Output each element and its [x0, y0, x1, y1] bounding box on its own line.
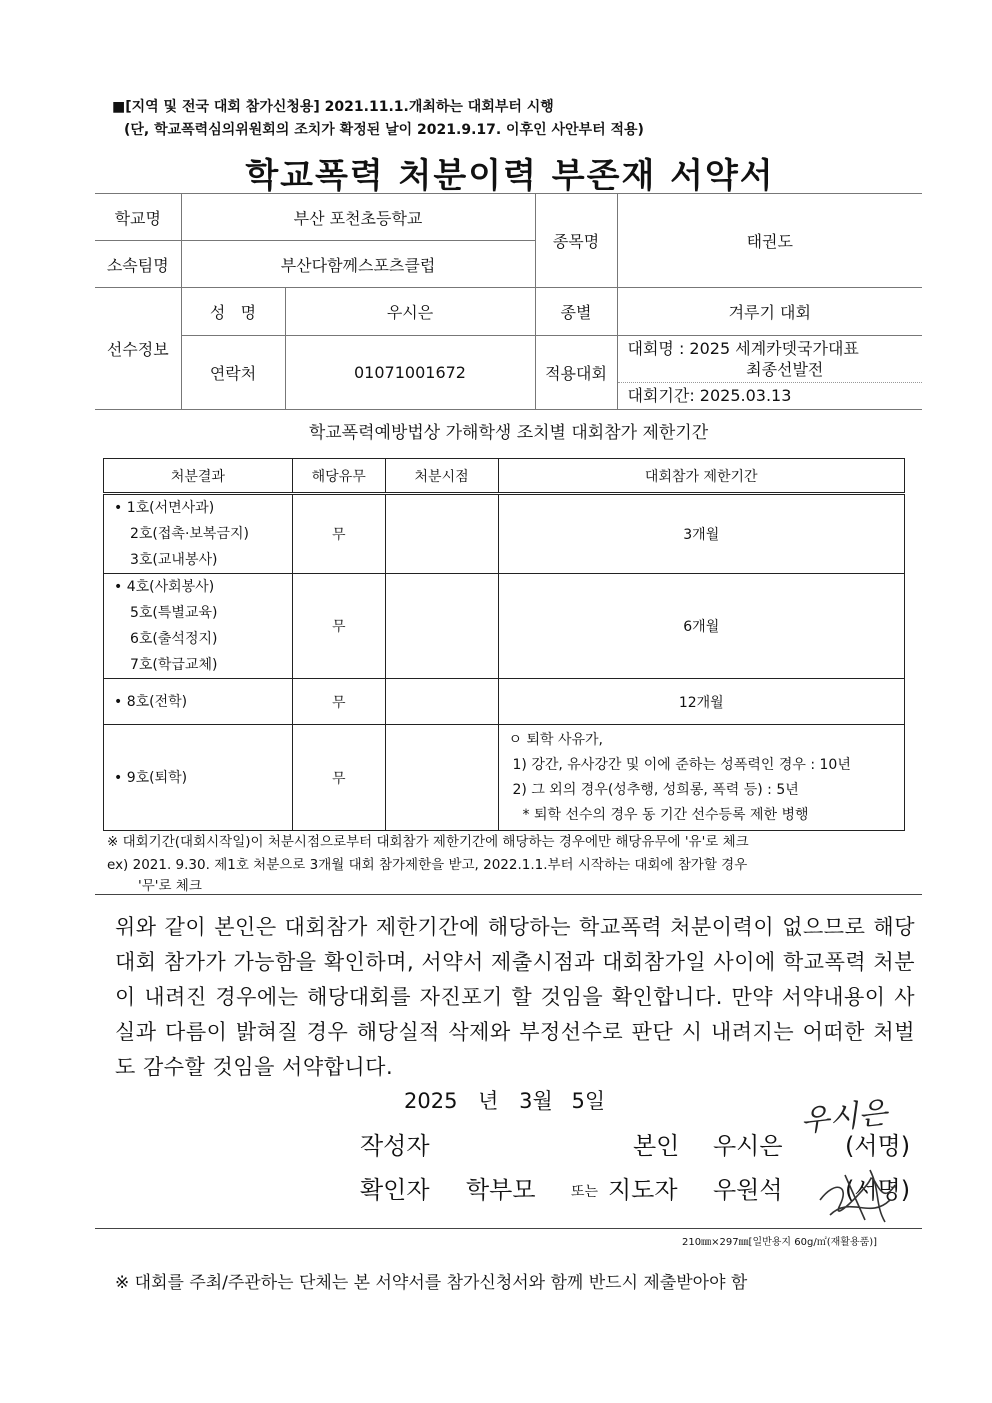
competition-period: 대회기간: 2025.03.13 — [627, 386, 792, 405]
list-item: 5호(특별교육) — [130, 605, 218, 621]
period-cell: 6개월 — [498, 574, 905, 679]
applicable-cell[interactable]: 무 — [292, 679, 385, 725]
sport-label: 종목명 — [535, 194, 617, 288]
list-item: 6호(출석정지) — [130, 631, 218, 647]
date-year: 2025 — [404, 1089, 458, 1113]
sport-value: 태권도 — [617, 194, 922, 288]
col-header-period: 대회참가 제한기간 — [498, 459, 905, 494]
list-item: • 4호(사회봉사) — [114, 579, 215, 595]
team-label: 소속팀명 — [95, 241, 181, 288]
confirmer-name: 우원석 — [713, 1176, 783, 1204]
restriction-subtitle: 학교폭력예방법상 가해학생 조치별 대회참가 제한기간 — [308, 423, 709, 443]
writer-name: 우시은 — [713, 1132, 783, 1160]
note-line-3: '무'로 체크 — [138, 878, 202, 894]
date-cell[interactable] — [385, 494, 498, 574]
player-info-label: 선수정보 — [95, 288, 181, 410]
col-header-date: 처분시점 — [385, 459, 498, 494]
pledge-text: 위와 같이 본인은 대회참가 제한기간에 해당하는 학교폭력 처분이력이 없으므로 해당 대회 참가가 가능함을 확인하며, 서약서 제출시점과 대회참가일 사이에 학교폭력 처분이 내려진 경우에는 해당대회를 자진포기 할 것임을 확인합니다. 만약 서약내용이 사실과 다름이 밝혀질 경우 해당실적 삭제와 부정선수로 판단 시 내려지는 어떠한 처벌도 감수할 것임을 서약합니다. — [115, 915, 915, 1079]
result-cell: • 9호(퇴학) — [104, 725, 293, 831]
restriction-table — [103, 458, 905, 831]
event-label: 종별 — [535, 288, 617, 336]
expulsion-rule-1: 1) 강간, 유사강간 및 이에 준하는 성폭력인 경우 : 10년 — [512, 756, 851, 773]
date-cell[interactable] — [385, 574, 498, 679]
col-header-applicable: 해당유무 — [292, 459, 385, 494]
contact-label: 연락처 — [181, 336, 285, 410]
result-cell — [104, 494, 293, 574]
period-cell: 3개월 — [498, 494, 905, 574]
date-year-unit: 년 — [478, 1089, 499, 1113]
writer-label: 작성자 — [360, 1132, 430, 1160]
divider — [95, 894, 922, 895]
info-table — [95, 193, 922, 410]
expulsion-rule-2: 2) 그 외의 경우(성추행, 성희롱, 폭력 등) : 5년 — [512, 781, 799, 798]
period-cell — [498, 725, 905, 831]
applicable-cell[interactable]: 무 — [292, 725, 385, 831]
applicable-cell[interactable]: 무 — [292, 574, 385, 679]
competition-name-line1: 대회명 : 2025 세계카뎃국가대표 — [627, 339, 859, 358]
team-value: 부산다함께스포츠클럽 — [181, 241, 535, 288]
note-line-2: ex) 2021. 9.30. 제1호 처분으로 3개월 대회 참가제한을 받고, 2022.1.1.부터 시작하는 대회에 참가할 경우 — [107, 857, 748, 873]
notice-line-1: ■[지역 및 전국 대회 참가신청용] 2021.11.1.개최하는 대회부터 시행 — [112, 99, 554, 115]
footer-note: ※ 대회를 주최/주관하는 단체는 본 서약서를 참가신청서와 함께 반드시 제출받아야 함 — [115, 1273, 748, 1293]
result-cell: • 8호(전학) — [104, 679, 293, 725]
confirmer-sign-label: (서명) — [845, 1176, 911, 1204]
divider — [95, 1228, 922, 1229]
competition-name-line2: 최종선발전 — [746, 360, 824, 379]
date-day: 5일 — [571, 1089, 606, 1113]
confirmer-scribble-signature — [810, 1160, 905, 1230]
coach-label: 지도자 — [608, 1176, 678, 1204]
table-row — [104, 679, 905, 725]
self-label: 본인 — [633, 1132, 680, 1160]
list-item: 3호(교내봉사) — [130, 552, 218, 568]
or-label: 또는 — [571, 1184, 599, 1200]
expulsion-reason-heading: ㅇ 퇴학 사유가, — [508, 731, 603, 748]
signing-date — [404, 1085, 605, 1115]
confirmer-label: 확인자 — [360, 1176, 430, 1204]
result-cell — [104, 574, 293, 679]
list-item: • 1호(서면사과) — [114, 500, 215, 516]
competition-cell — [617, 336, 922, 410]
name-label: 성 명 — [181, 288, 285, 336]
contact-value: 01071001672 — [285, 336, 535, 410]
school-label: 학교명 — [95, 194, 181, 241]
table-row — [104, 574, 905, 679]
table-row — [104, 494, 905, 574]
date-cell[interactable] — [385, 679, 498, 725]
applicable-cell[interactable]: 무 — [292, 494, 385, 574]
list-item: 7호(학급교체) — [130, 657, 218, 673]
school-value: 부산 포천초등학교 — [181, 194, 535, 241]
period-cell: 12개월 — [498, 679, 905, 725]
table-row — [104, 725, 905, 831]
event-value: 겨루기 대회 — [617, 288, 922, 336]
date-month: 3월 — [519, 1089, 553, 1113]
document-title: 학교폭력 처분이력 부존재 서약서 — [245, 156, 775, 196]
col-header-result: 처분결과 — [104, 459, 293, 494]
apply-competition-label: 적용대회 — [535, 336, 617, 410]
date-cell[interactable] — [385, 725, 498, 831]
parent-label: 학부모 — [466, 1176, 536, 1204]
writer-handwritten-signature: 우시은 — [798, 1095, 889, 1140]
name-value: 우시은 — [285, 288, 535, 336]
expulsion-rule-note: * 퇴학 선수의 경우 동 기간 선수등록 제한 병행 — [522, 806, 809, 823]
list-item: 2호(접촉·보복금지) — [130, 526, 249, 542]
writer-sign-label: (서명) — [845, 1132, 911, 1160]
paper-spec: 210㎜×297㎜[일반용지 60g/㎡(재활용품)] — [682, 1237, 878, 1248]
notice-line-2: (단, 학교폭력심의위원회의 조치가 확정된 날이 2021.9.17. 이후인 사안부터 적용) — [124, 122, 644, 138]
note-line-1: ※ 대회기간(대회시작일)이 처분시점으로부터 대회참가 제한기간에 해당하는 경우에만 해당유무에 '유'로 체크 — [107, 834, 749, 850]
